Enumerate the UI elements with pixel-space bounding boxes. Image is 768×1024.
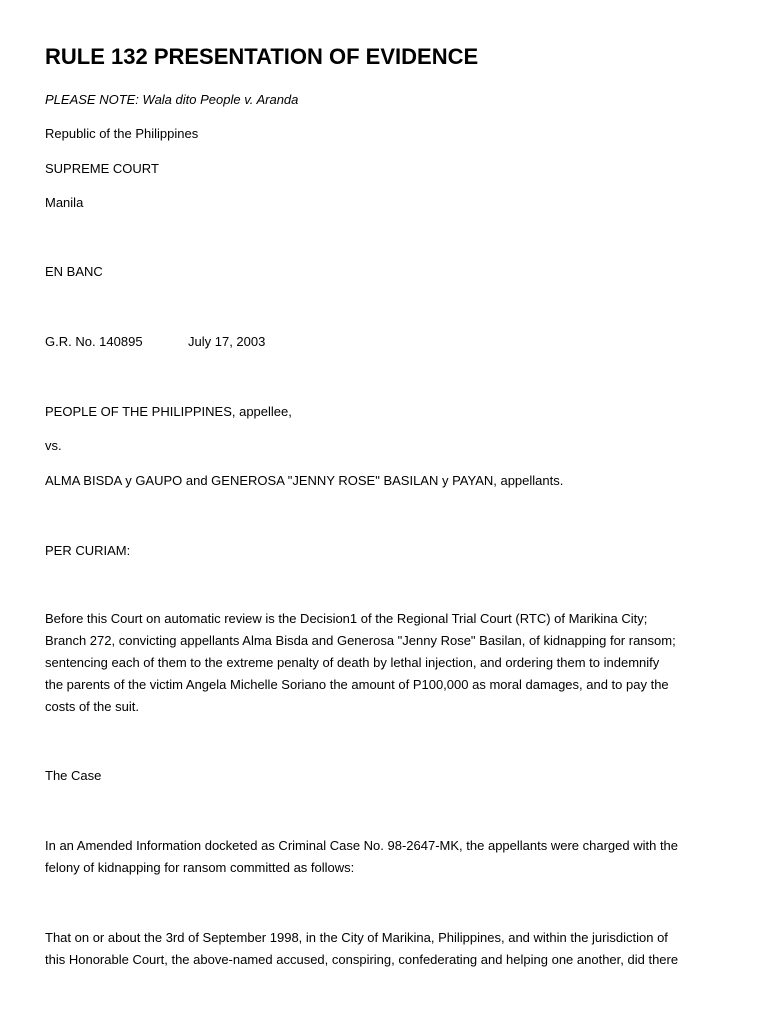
note-line: PLEASE NOTE: Wala dito People v. Aranda xyxy=(45,92,299,107)
division-line: EN BANC xyxy=(45,264,103,279)
paragraph-1 xyxy=(45,608,725,718)
paragraph-line: In an Amended Information docketed as Criminal Case No. 98-2647-MK, the appellants were charged with the xyxy=(45,838,679,853)
versus-line: vs. xyxy=(45,438,62,453)
republic-line: Republic of the Philippines xyxy=(45,126,199,141)
paragraph-line: That on or about the 3rd of September 1998, in the City of Marikina, Philippines, and within the jurisdiction of xyxy=(45,930,668,945)
defendants-line: ALMA BISDA y GAUPO and GENEROSA "JENNY ROSE" BASILAN y PAYAN, appellants. xyxy=(45,473,564,488)
section-heading: The Case xyxy=(45,768,102,783)
paragraph-3 xyxy=(45,927,725,971)
per-curiam-line: PER CURIAM: xyxy=(45,543,131,558)
paragraph-line: costs of the suit. xyxy=(45,699,139,714)
court-line: SUPREME COURT xyxy=(45,161,159,176)
document-title: RULE 132 PRESENTATION OF EVIDENCE xyxy=(45,44,479,69)
paragraph-line: Branch 272, convicting appellants Alma Bisda and Generosa "Jenny Rose" Basilan, of kidnapping for ransom; xyxy=(45,633,676,648)
paragraph-line: Before this Court on automatic review is the Decision1 of the Regional Trial Court (RTC) of Marikina City; xyxy=(45,611,648,626)
paragraph-line: this Honorable Court, the above-named accused, conspiring, confederating and helping one another, did there xyxy=(45,952,679,967)
paragraph-line: felony of kidnapping for ransom committed as follows: xyxy=(45,860,355,875)
case-number: G.R. No. 140895 xyxy=(45,334,143,349)
plaintiff-line: PEOPLE OF THE PHILIPPINES, appellee, xyxy=(45,404,292,419)
city-line: Manila xyxy=(45,195,84,210)
case-date: July 17, 2003 xyxy=(188,334,266,349)
paragraph-2 xyxy=(45,835,725,879)
paragraph-line: sentencing each of them to the extreme penalty of death by lethal injection, and ordering them to indemnify xyxy=(45,655,660,670)
paragraph-line: the parents of the victim Angela Michelle Soriano the amount of P100,000 as moral damages, and to pay the xyxy=(45,677,669,692)
